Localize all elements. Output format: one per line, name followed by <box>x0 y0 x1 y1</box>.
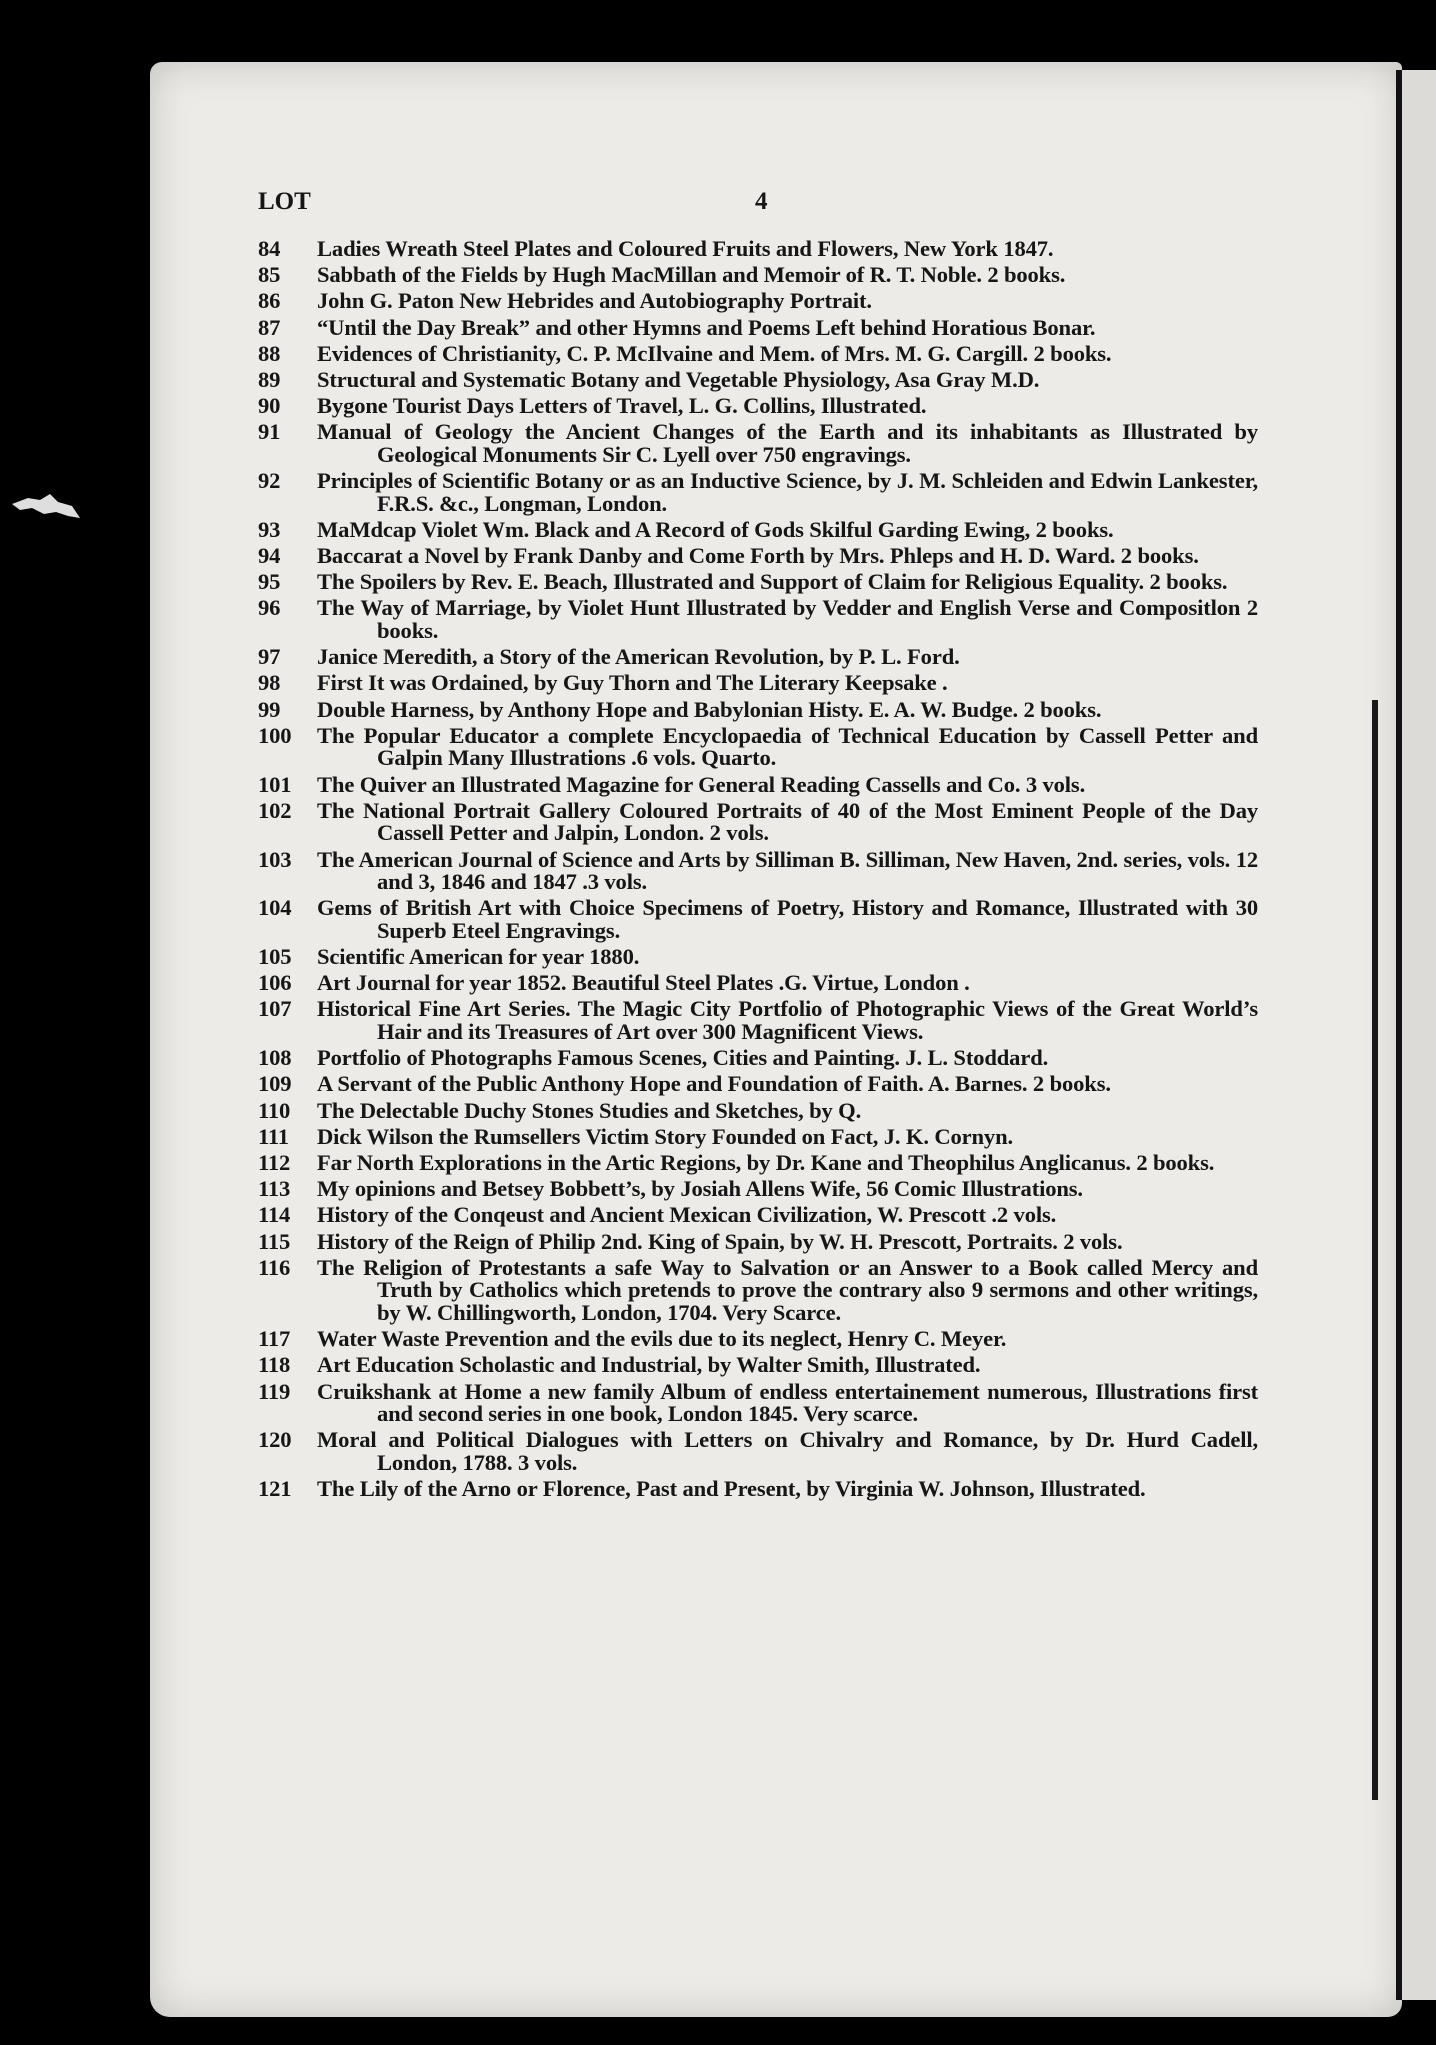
lot-entry <box>258 1152 1258 1175</box>
lot-entry <box>258 1097 1258 1123</box>
lot-number: 104 <box>258 895 292 921</box>
lot-description: History of the Conqeust and Ancient Mexican Civilization, W. Prescott .2 vols. <box>317 1202 1057 1228</box>
lot-number: 93 <box>258 516 281 542</box>
lot-number: 106 <box>258 970 292 996</box>
lot-entry <box>258 897 1258 942</box>
lot-entry <box>258 597 1258 642</box>
lot-number: 105 <box>258 944 292 970</box>
lot-number: 113 <box>258 1176 291 1202</box>
lot-entry <box>258 545 1258 568</box>
lot-description: Sabbath of the Fields by Hugh MacMillan and Memoir of R. T. Noble. 2 books. <box>317 262 1066 288</box>
lot-number: 98 <box>258 670 281 696</box>
lot-description: A Servant of the Public Anthony Hope and Foundation of Faith. A. Barnes. 2 books. <box>317 1071 1111 1097</box>
lot-description: Art Education Scholastic and Industrial, by Walter Smith, Illustrated. <box>317 1352 981 1378</box>
lot-entry <box>258 340 1258 366</box>
page-header <box>258 188 1258 228</box>
lot-description: Water Waste Prevention and the evils due to its neglect, Henry C. Meyer. <box>317 1326 1007 1352</box>
lot-description: History of the Reign of Philip 2nd. King of Spain, by W. H. Prescott, Portraits. 2 vols. <box>317 1228 1123 1254</box>
lot-number: 87 <box>258 314 281 340</box>
lot-entry <box>258 421 1258 466</box>
lot-number: 91 <box>258 419 281 445</box>
lot-number: 119 <box>258 1378 291 1404</box>
lot-entry <box>258 1429 1258 1474</box>
lot-number: 111 <box>258 1123 289 1149</box>
lot-column-heading: LOT <box>258 188 311 215</box>
lot-entry <box>258 972 1258 995</box>
lot-number: 118 <box>258 1352 291 1378</box>
lot-number: 121 <box>258 1476 292 1502</box>
lot-description: Structural and Systematic Botany and Vegetable Physiology, Asa Gray M.D. <box>317 366 1040 392</box>
lot-number: 85 <box>258 262 281 288</box>
lot-number: 107 <box>258 996 292 1022</box>
lot-number: 99 <box>258 696 281 722</box>
lot-description: Evidences of Christianity, C. P. McIlvaine and Mem. of Mrs. M. G. Cargill. 2 books. <box>317 340 1112 366</box>
lot-number: 95 <box>258 569 281 595</box>
lot-description: The Quiver an Illustrated Magazine for General Reading Cassells and Co. 3 vols. <box>317 771 1086 797</box>
lot-description: The Spoilers by Rev. E. Beach, Illustrated and Support of Claim for Religious Equality. 2 books. <box>317 569 1228 595</box>
lot-description: Cruikshank at Home a new family Album of endless entertainement numerous, Illustrations first and second series in one book, London 1845. Very scarce. <box>317 1378 1258 1427</box>
lot-entry <box>258 797 1258 846</box>
lot-description: My opinions and Betsey Bobbett’s, by Josiah Allens Wife, 56 Comic Illustrations. <box>317 1176 1083 1202</box>
lot-entry <box>258 946 1258 969</box>
lot-description: Far North Explorations in the Artic Regions, by Dr. Kane and Theophilus Anglicanus. 2 books. <box>317 1150 1215 1175</box>
lot-number: 109 <box>258 1071 292 1097</box>
lot-entry <box>258 846 1258 895</box>
lot-description: First It was Ordained, by Guy Thorn and The Literary Keepsake . <box>317 670 948 696</box>
page-number: 4 <box>755 188 768 215</box>
lot-entry <box>258 722 1258 771</box>
lot-list <box>258 238 1258 1504</box>
lot-entry <box>258 1047 1258 1070</box>
lot-number: 108 <box>258 1045 292 1071</box>
lot-number: 115 <box>258 1228 291 1254</box>
ink-blot-mark <box>10 490 82 524</box>
lot-number: 84 <box>258 236 281 261</box>
lot-description: Principles of Scientific Botany or as an Inductive Science, by J. M. Schleiden and Edwin Lankester, F.R.S. &c., Longman, London. <box>317 468 1258 516</box>
lot-number: 94 <box>258 543 281 569</box>
lot-description: Moral and Political Dialogues with Letters on Chivalry and Romance, by Dr. Hurd Cadell, London, 1788. 3 vols. <box>317 1427 1258 1475</box>
lot-description: Scientific American for year 1880. <box>317 944 640 970</box>
lot-description: The Delectable Duchy Stones Studies and Sketches, by Q. <box>317 1097 862 1123</box>
lot-entry <box>258 1328 1258 1351</box>
lot-number: 89 <box>258 366 281 392</box>
lot-number: 90 <box>258 393 281 419</box>
lot-entry <box>258 1254 1258 1325</box>
lot-entry <box>258 1354 1258 1377</box>
lot-number: 97 <box>258 644 281 670</box>
lot-description: The Lily of the Arno or Florence, Past and Present, by Virginia W. Johnson, Illustrated. <box>317 1476 1146 1502</box>
lot-description: The Popular Educator a complete Encyclopaedia of Technical Education by Cassell Petter and Galpin Many Illustrations .6 vols. Quarto. <box>317 722 1258 771</box>
lot-entry <box>258 395 1258 418</box>
lot-number: 100 <box>258 722 292 748</box>
lot-number: 92 <box>258 468 281 494</box>
lot-description: John G. Paton New Hebrides and Autobiography Portrait. <box>317 288 872 314</box>
lot-entry <box>258 1378 1258 1427</box>
lot-number: 86 <box>258 288 281 314</box>
lot-description: The American Journal of Science and Arts by Silliman B. Silliman, New Haven, 2nd. series, vols. 12 and 3, 1846 and 1847 .3 vols. <box>317 846 1258 895</box>
lot-description: Gems of British Art with Choice Specimens of Poetry, History and Romance, Illustrated with 30 Superb Eteel Engravings. <box>317 895 1258 943</box>
lot-description: Baccarat a Novel by Frank Danby and Come Forth by Mrs. Phleps and H. D. Ward. 2 books. <box>317 543 1199 569</box>
lot-description: The Way of Marriage, by Violet Hunt Illustrated by Vedder and English Verse and Compositlon 2 books. <box>317 595 1258 644</box>
lot-entry <box>258 998 1258 1043</box>
lot-description: Janice Meredith, a Story of the American Revolution, by P. L. Ford. <box>317 644 960 670</box>
lot-entry <box>258 238 1258 261</box>
lot-description: MaMdcap Violet Wm. Black and A Record of Gods Skilful Garding Ewing, 2 books. <box>317 516 1114 542</box>
lot-number: 96 <box>258 595 281 621</box>
lot-description: Bygone Tourist Days Letters of Travel, L. G. Collins, Illustrated. <box>317 393 927 419</box>
lot-entry <box>258 470 1258 515</box>
lot-description: Double Harness, by Anthony Hope and Babylonian Histy. E. A. W. Budge. 2 books. <box>317 696 1102 722</box>
lot-number: 110 <box>258 1097 291 1123</box>
lot-entry <box>258 1123 1258 1149</box>
lot-description: Dick Wilson the Rumsellers Victim Story Founded on Fact, J. K. Cornyn. <box>317 1123 1013 1149</box>
lot-number: 103 <box>258 846 292 872</box>
lot-description: The Religion of Protestants a safe Way to Salvation or an Answer to a Book called Mercy and Truth by Catholics which pretends to prove the contrary also 9 sermons and other writings, by W. Chillingworth, London, 1704. Very Scarce. <box>317 1254 1258 1325</box>
lot-number: 112 <box>258 1150 291 1175</box>
lot-entry <box>258 1478 1258 1501</box>
lot-entry <box>258 672 1258 695</box>
lot-entry <box>258 366 1258 392</box>
lot-number: 114 <box>258 1202 291 1228</box>
lot-entry <box>258 1073 1258 1096</box>
lot-number: 88 <box>258 340 281 366</box>
lot-entry <box>258 264 1258 287</box>
lot-description: Art Journal for year 1852. Beautiful Steel Plates .G. Virtue, London . <box>317 970 970 996</box>
lot-description: The National Portrait Gallery Coloured Portraits of 40 of the Most Eminent People of the Day Cassell Petter and Jalpin, London. 2 vols. <box>317 797 1258 846</box>
page-fold-shadow <box>1372 700 1378 1800</box>
lot-number: 101 <box>258 771 292 797</box>
lot-entry <box>258 516 1258 542</box>
lot-description: Historical Fine Art Series. The Magic City Portfolio of Photographic Views of the Great World’s Hair and its Treasures of Art over 300 Magnificent Views. <box>317 996 1258 1045</box>
lot-description: Ladies Wreath Steel Plates and Coloured Fruits and Flowers, New York 1847. <box>317 236 1054 261</box>
lot-entry <box>258 646 1258 669</box>
lot-entry <box>258 1178 1258 1201</box>
lot-entry <box>258 1228 1258 1254</box>
lot-entry <box>258 571 1258 594</box>
lot-description: Manual of Geology the Ancient Changes of the Earth and its inhabitants as Illustrated by Geological Monuments Sir C. Lyell over 750 engravings. <box>317 419 1258 467</box>
lot-number: 117 <box>258 1326 291 1352</box>
lot-number: 116 <box>258 1254 291 1280</box>
lot-entry <box>258 290 1258 313</box>
lot-description: “Until the Day Break” and other Hymns and Poems Left behind Horatious Bonar. <box>317 314 1096 340</box>
lot-number: 120 <box>258 1427 292 1453</box>
lot-entry <box>258 771 1258 797</box>
facing-page-edge <box>1402 70 1436 2000</box>
lot-entry <box>258 696 1258 722</box>
lot-number: 102 <box>258 797 292 823</box>
lot-entry <box>258 314 1258 340</box>
lot-entry <box>258 1204 1258 1227</box>
lot-description: Portfolio of Photographs Famous Scenes, Cities and Painting. J. L. Stoddard. <box>317 1045 1049 1071</box>
